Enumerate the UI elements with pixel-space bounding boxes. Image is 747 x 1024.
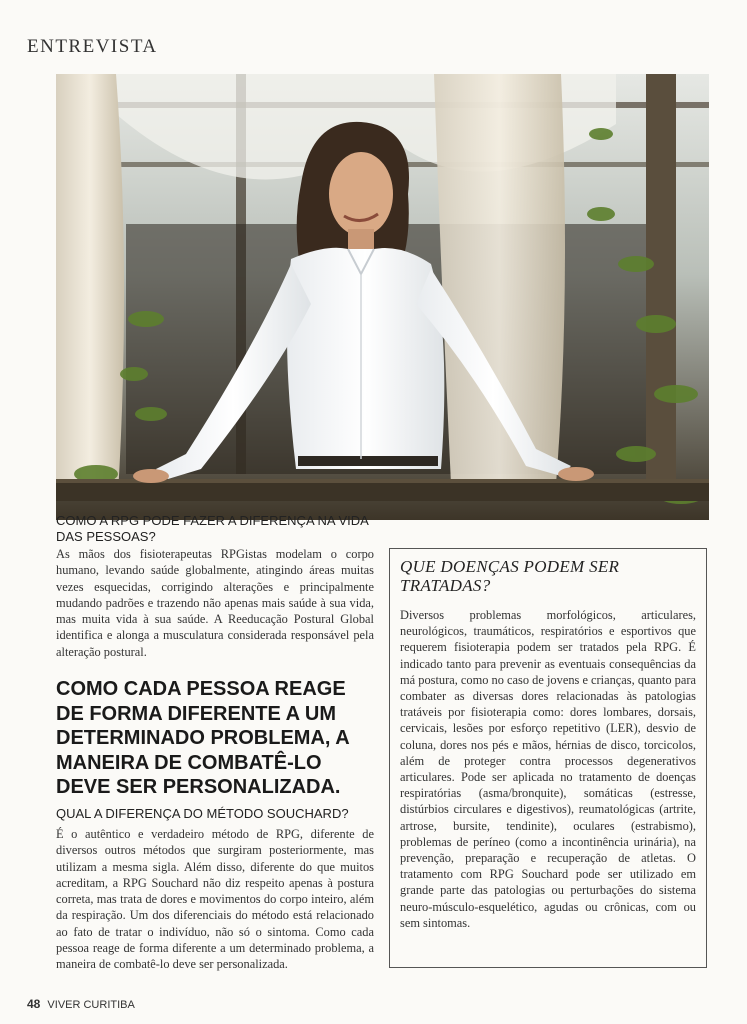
sidebar-box	[389, 548, 707, 968]
pull-quote: COMO CADA PESSOA REAGE DE FORMA DIFERENTE A UM DETERMINADO PROBLEMA, A MANEIRA DE COMBATÊ-LO DEVE SER PERSONALIZADA.	[56, 678, 349, 798]
answer-2: É o autêntico e verdadeiro método de RPG, diferente de diversos outros métodos que surgiram posteriormente, mas utilizam a mesma sigla. Além disso, diferente do que muitos acreditam, a RPG Souchard não diz respeito apenas à postura correta, mas trata de dores e movimentos do corpo inteiro, além da respiração. Um dos diferenciais do método está relacionado ao fato de tratar o indivíduo, não só o sintoma. Como cada pessoa reage de forma diferente a um determinado problema, a maneira de combatê-lo deve ser personalizada.	[56, 827, 374, 972]
page-footer	[27, 997, 135, 1011]
question-1: COMO A RPG PODE FAZER A DIFERENÇA NA VIDA DAS PESSOAS?	[56, 513, 369, 544]
page-number: 48	[27, 997, 41, 1011]
answer-1: As mãos dos fisioterapeutas RPGistas modelam o corpo humano, levando saúde globalmente, atingindo áreas muitas vezes esquecidas, corrigindo alterações e principalmente mudando padrões e trazendo não apenas mais saúde à sua vida, mas muita vida à sua saúde. A Reeducação Postural Global identifica e alonga a musculatura considerada responsável pela alteração postural.	[56, 547, 374, 659]
magazine-name: VIVER CURITIBA	[47, 999, 135, 1011]
sidebar-box-text: Diversos problemas morfológicos, articulares, neurológicos, traumáticos, respiratórios e esportivos que requerem fisioterapia podem ser tratados pela RPG. É indicado tanto para prevenir as eventuais consequências da má postura, como no caso de jovens e crianças, quanto para combater as diversas dores relacionadas às patologias tratáveis por fisioterapia como: dores lombares, dorsais, cervicais, lesões por esforço repetitivo (LER), desvio de coluna, dores nos pés e mãos, hérnias de disco, torcicolos, além de proteger contra processos degenerativos articulares. Pode ser aplicada no tratamento de doenças respiratórias (asma/bronquite), somáticas (estresse, distúrbios circulares e digestivos), reumatológicas (artrite, artrose, bursite, tendinite), oculares (estrabismo), problemas de períneo (como a incontinência urinária), na prevenção, preparação e recuperação de atletas. O tratamento com RPG Souchard pode ser utilizado em grande parte das patologias ou perturbações do sistema neuro-músculo-esquelético, agudas ou crônicas, com ou sem sintomas.	[400, 608, 696, 930]
question-2: QUAL A DIFERENÇA DO MÉTODO SOUCHARD?	[56, 806, 349, 821]
section-label: ENTREVISTA	[27, 36, 158, 57]
sidebar-box-title: QUE DOENÇAS PODEM SER TRATADAS?	[400, 557, 620, 595]
interview-photo	[56, 74, 709, 520]
